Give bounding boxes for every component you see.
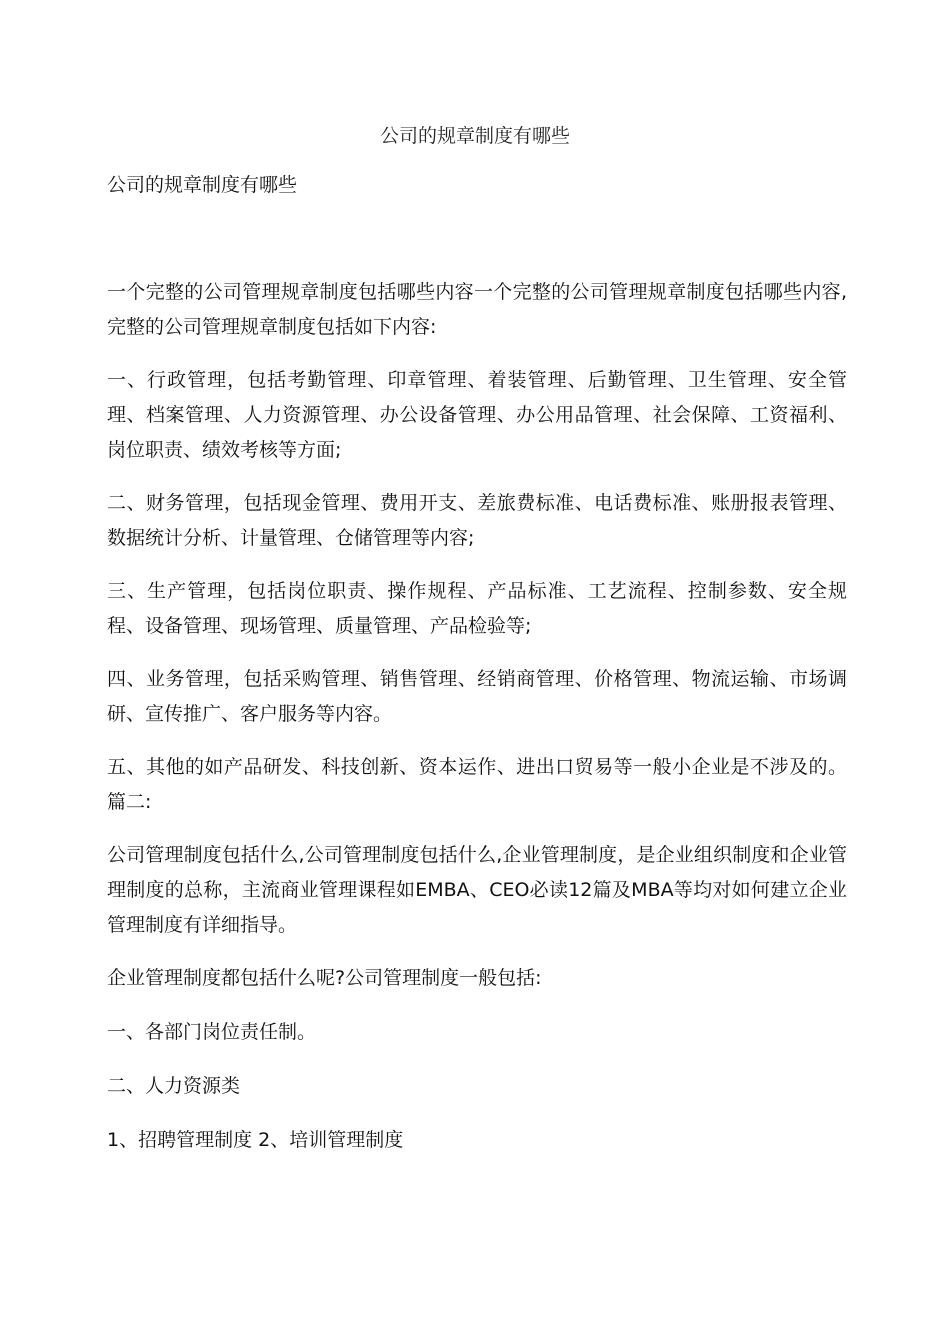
paragraph-company-system: 公司管理制度包括什么,公司管理制度包括什么,企业管理制度，是企业组织制度和企业管理制度的总称，主流商业管理课程如EMBA、CEO必读12篇及MBA等均对如何建立企业管理制度有详细指导。 [107,844,847,936]
paragraph-business-management: 四、业务管理，包括采购管理、销售管理、经销商管理、价格管理、物流运输、市场调研、宣传推广、客户服务等内容。 [107,668,847,725]
paragraph-other: 五、其他的如产品研发、科技创新、资本运作、进出口贸易等一般小企业是不涉及的。篇二: [107,756,847,813]
list-item-recruitment-training: 1、招聘管理制度 2、培训管理制度 [107,1129,404,1151]
document-title: 公司的规章制度有哪些 [379,125,570,147]
paragraph-admin-management: 一、行政管理，包括考勤管理、印章管理、着装管理、后勤管理、卫生管理、安全管理、档案管理、人力资源管理、办公设备管理、办公用品管理、社会保障、工资福利、岗位职责、绩效考核等方面; [107,369,847,461]
list-item-human-resources: 二、人力资源类 [107,1075,241,1097]
paragraph-production-management: 三、生产管理，包括岗位职责、操作规程、产品标准、工艺流程、控制参数、安全规程、设备管理、现场管理、质量管理、产品检验等; [107,580,847,637]
document-body [107,168,847,1177]
list-item-department-responsibility: 一、各部门岗位责任制。 [107,1021,317,1043]
section-heading: 公司的规章制度有哪些 [107,174,298,196]
paragraph-intro: 一个完整的公司管理规章制度包括哪些内容一个完整的公司管理规章制度包括哪些内容,完整的公司管理规章制度包括如下内容: [107,281,847,338]
paragraph-question: 企业管理制度都包括什么呢?公司管理制度一般包括: [107,967,542,989]
paragraph-finance-management: 二、财务管理，包括现金管理、费用开支、差旅费标准、电话费标准、账册报表管理、数据统计分析、计量管理、仓储管理等内容; [107,492,847,549]
